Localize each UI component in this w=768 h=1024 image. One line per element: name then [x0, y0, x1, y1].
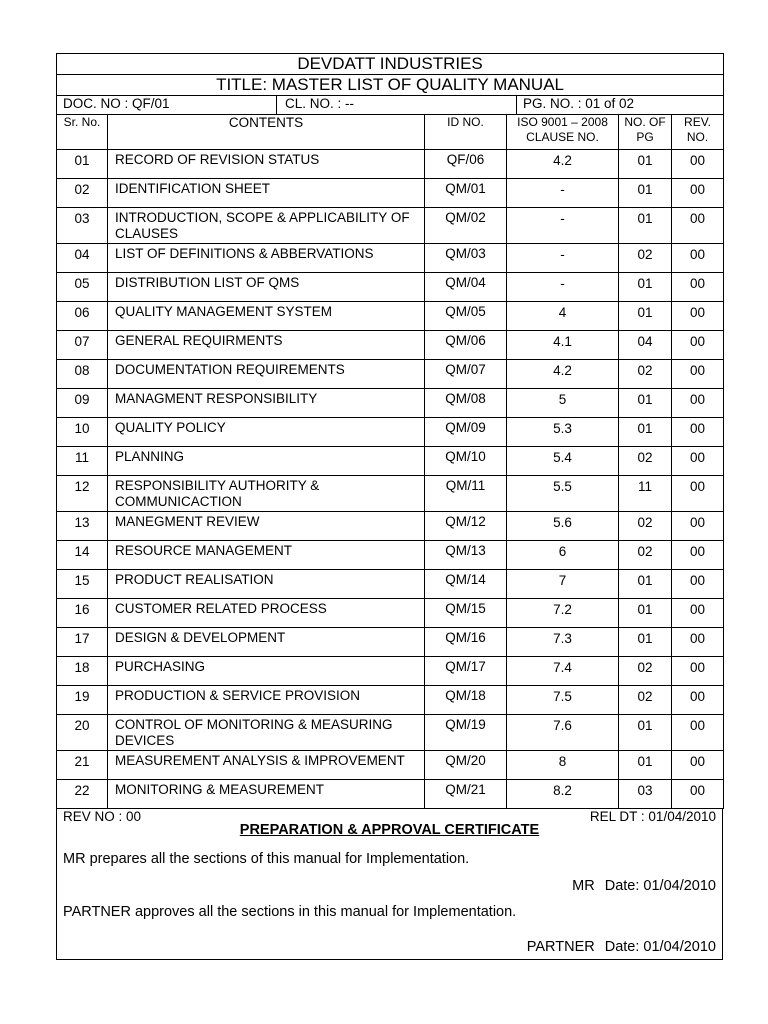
row-clause-number: 5.6: [507, 512, 619, 541]
row-content: CONTROL OF MONITORING & MEASURING DEVICES: [108, 715, 425, 751]
row-id-number: QM/04: [425, 273, 507, 302]
table-row: [57, 751, 724, 780]
row-page-count: 04: [619, 331, 672, 360]
table-row: [57, 273, 724, 302]
row-clause-number: 5.5: [507, 476, 619, 512]
table-body: [57, 150, 724, 809]
row-clause-number: 7.2: [507, 599, 619, 628]
table-row: [57, 541, 724, 570]
row-id-number: QM/21: [425, 780, 507, 809]
header-clause: ISO 9001 – 2008 CLAUSE NO.: [507, 115, 619, 150]
row-rev-number: 00: [672, 686, 724, 715]
row-rev-number: 00: [672, 418, 724, 447]
table-row: [57, 570, 724, 599]
row-page-count: 01: [619, 715, 672, 751]
row-id-number: QM/13: [425, 541, 507, 570]
row-id-number: QF/06: [425, 150, 507, 179]
table-row: [57, 331, 724, 360]
row-page-count: 03: [619, 780, 672, 809]
row-sr-number: 16: [57, 599, 108, 628]
approval-footer: [56, 809, 723, 960]
master-list-table: [56, 53, 724, 96]
row-rev-number: 00: [672, 570, 724, 599]
row-rev-number: 00: [672, 715, 724, 751]
quality-manual-sheet: [56, 53, 723, 960]
row-page-count: 01: [619, 389, 672, 418]
table-row: [57, 715, 724, 751]
row-rev-number: 00: [672, 599, 724, 628]
row-content: PRODUCTION & SERVICE PROVISION: [108, 686, 425, 715]
row-page-count: 02: [619, 657, 672, 686]
row-clause-number: 7: [507, 570, 619, 599]
row-id-number: QM/18: [425, 686, 507, 715]
row-sr-number: 22: [57, 780, 108, 809]
table-row: [57, 360, 724, 389]
row-content: GENERAL REQUIRMENTS: [108, 331, 425, 360]
row-content: RESOURCE MANAGEMENT: [108, 541, 425, 570]
row-content: PLANNING: [108, 447, 425, 476]
row-sr-number: 05: [57, 273, 108, 302]
row-page-count: 01: [619, 208, 672, 244]
row-id-number: QM/07: [425, 360, 507, 389]
row-page-count: 01: [619, 418, 672, 447]
row-rev-number: 00: [672, 476, 724, 512]
table-row: [57, 780, 724, 809]
cl-number: CL. NO. : --: [277, 96, 517, 115]
table-row: [57, 179, 724, 208]
table-row: [57, 208, 724, 244]
row-sr-number: 01: [57, 150, 108, 179]
prepare-role: MR: [572, 878, 595, 894]
row-id-number: QM/17: [425, 657, 507, 686]
row-content: MONITORING & MEASUREMENT: [108, 780, 425, 809]
row-clause-number: 4.2: [507, 150, 619, 179]
row-rev-number: 00: [672, 244, 724, 273]
row-id-number: QM/11: [425, 476, 507, 512]
page-number: PG. NO. : 01 of 02: [517, 96, 724, 115]
approve-date: Date: 01/04/2010: [604, 939, 716, 955]
row-id-number: QM/12: [425, 512, 507, 541]
row-rev-number: 00: [672, 331, 724, 360]
row-sr-number: 09: [57, 389, 108, 418]
approve-signoff: [527, 939, 716, 955]
row-content: INTRODUCTION, SCOPE & APPLICABILITY OF CLAUSES: [108, 208, 425, 244]
approve-role: PARTNER: [526, 939, 595, 955]
approve-statement: PARTNER approves all the sections in this manual for Implementation.: [63, 904, 517, 920]
row-id-number: QM/09: [425, 418, 507, 447]
header-sr: Sr. No.: [57, 115, 108, 150]
table-row: [57, 686, 724, 715]
row-content: MANEGMENT REVIEW: [108, 512, 425, 541]
row-sr-number: 04: [57, 244, 108, 273]
row-content: DISTRIBUTION LIST OF QMS: [108, 273, 425, 302]
row-clause-number: 7.4: [507, 657, 619, 686]
row-sr-number: 14: [57, 541, 108, 570]
row-rev-number: 00: [672, 541, 724, 570]
row-rev-number: 00: [672, 208, 724, 244]
table-row: [57, 599, 724, 628]
row-sr-number: 11: [57, 447, 108, 476]
row-rev-number: 00: [672, 302, 724, 331]
row-page-count: 01: [619, 302, 672, 331]
row-sr-number: 03: [57, 208, 108, 244]
row-content: DOCUMENTATION REQUIREMENTS: [108, 360, 425, 389]
row-page-count: 02: [619, 360, 672, 389]
row-id-number: QM/02: [425, 208, 507, 244]
row-clause-number: 7.6: [507, 715, 619, 751]
prepare-date: Date: 01/04/2010: [604, 878, 716, 894]
prepare-statement: MR prepares all the sections of this manual for Implementation.: [63, 851, 470, 867]
row-rev-number: 00: [672, 512, 724, 541]
table-row: [57, 628, 724, 657]
header-rev: REV. NO.: [672, 115, 724, 150]
table-row: [57, 150, 724, 179]
table-row: [57, 418, 724, 447]
row-rev-number: 00: [672, 389, 724, 418]
row-id-number: QM/08: [425, 389, 507, 418]
company-name: DEVDATT INDUSTRIES: [57, 54, 724, 75]
row-sr-number: 17: [57, 628, 108, 657]
row-rev-number: 00: [672, 150, 724, 179]
row-content: QUALITY POLICY: [108, 418, 425, 447]
row-clause-number: 8.2: [507, 780, 619, 809]
row-sr-number: 12: [57, 476, 108, 512]
row-rev-number: 00: [672, 360, 724, 389]
row-sr-number: 21: [57, 751, 108, 780]
row-page-count: 01: [619, 179, 672, 208]
row-id-number: QM/20: [425, 751, 507, 780]
certificate-title: PREPARATION & APPROVAL CERTIFICATE: [239, 822, 540, 838]
row-page-count: 02: [619, 686, 672, 715]
table-row: [57, 512, 724, 541]
row-page-count: 02: [619, 244, 672, 273]
row-sr-number: 15: [57, 570, 108, 599]
row-id-number: QM/16: [425, 628, 507, 657]
meta-table: [56, 96, 724, 115]
row-content: PRODUCT REALISATION: [108, 570, 425, 599]
header-contents: CONTENTS: [108, 115, 425, 150]
row-content: MANAGMENT RESPONSIBILITY: [108, 389, 425, 418]
row-id-number: QM/05: [425, 302, 507, 331]
row-content: CUSTOMER RELATED PROCESS: [108, 599, 425, 628]
row-rev-number: 00: [672, 628, 724, 657]
row-content: DESIGN & DEVELOPMENT: [108, 628, 425, 657]
row-clause-number: 4.2: [507, 360, 619, 389]
row-id-number: QM/19: [425, 715, 507, 751]
row-clause-number: 7.3: [507, 628, 619, 657]
contents-table: [56, 115, 724, 809]
doc-number: DOC. NO : QF/01: [57, 96, 277, 115]
table-row: [57, 389, 724, 418]
row-clause-number: -: [507, 244, 619, 273]
row-page-count: 02: [619, 447, 672, 476]
row-id-number: QM/14: [425, 570, 507, 599]
row-sr-number: 13: [57, 512, 108, 541]
row-sr-number: 08: [57, 360, 108, 389]
row-page-count: 01: [619, 628, 672, 657]
row-page-count: 02: [619, 512, 672, 541]
row-rev-number: 00: [672, 273, 724, 302]
row-clause-number: 6: [507, 541, 619, 570]
row-content: RESPONSIBILITY AUTHORITY & COMMUNICACTION: [108, 476, 425, 512]
row-id-number: QM/01: [425, 179, 507, 208]
table-row: [57, 447, 724, 476]
row-page-count: 01: [619, 273, 672, 302]
row-page-count: 02: [619, 541, 672, 570]
row-id-number: QM/03: [425, 244, 507, 273]
header-id: ID NO.: [425, 115, 507, 150]
row-clause-number: 5.3: [507, 418, 619, 447]
row-clause-number: 4: [507, 302, 619, 331]
row-sr-number: 19: [57, 686, 108, 715]
row-content: QUALITY MANAGEMENT SYSTEM: [108, 302, 425, 331]
row-rev-number: 00: [672, 447, 724, 476]
row-content: IDENTIFICATION SHEET: [108, 179, 425, 208]
release-date: REL DT : 01/04/2010: [589, 809, 716, 824]
row-id-number: QM/06: [425, 331, 507, 360]
row-sr-number: 18: [57, 657, 108, 686]
row-sr-number: 06: [57, 302, 108, 331]
prepare-signoff: [572, 878, 716, 894]
row-clause-number: 5: [507, 389, 619, 418]
row-id-number: QM/10: [425, 447, 507, 476]
row-clause-number: -: [507, 273, 619, 302]
row-clause-number: 8: [507, 751, 619, 780]
rev-number: REV NO : 00: [63, 809, 142, 824]
row-clause-number: 7.5: [507, 686, 619, 715]
table-row: [57, 244, 724, 273]
row-content: LIST OF DEFINITIONS & ABBERVATIONS: [108, 244, 425, 273]
row-content: RECORD OF REVISION STATUS: [108, 150, 425, 179]
row-page-count: 01: [619, 150, 672, 179]
row-rev-number: 00: [672, 780, 724, 809]
row-rev-number: 00: [672, 179, 724, 208]
row-page-count: 11: [619, 476, 672, 512]
row-sr-number: 02: [57, 179, 108, 208]
table-row: [57, 476, 724, 512]
row-page-count: 01: [619, 599, 672, 628]
row-sr-number: 07: [57, 331, 108, 360]
row-clause-number: -: [507, 208, 619, 244]
row-sr-number: 10: [57, 418, 108, 447]
row-clause-number: 4.1: [507, 331, 619, 360]
row-rev-number: 00: [672, 657, 724, 686]
row-rev-number: 00: [672, 751, 724, 780]
row-page-count: 01: [619, 751, 672, 780]
table-row: [57, 302, 724, 331]
row-clause-number: 5.4: [507, 447, 619, 476]
row-content: PURCHASING: [108, 657, 425, 686]
row-sr-number: 20: [57, 715, 108, 751]
row-id-number: QM/15: [425, 599, 507, 628]
header-pages: NO. OF PG: [619, 115, 672, 150]
document-title: TITLE: MASTER LIST OF QUALITY MANUAL: [57, 75, 724, 96]
row-page-count: 01: [619, 570, 672, 599]
row-content: MEASUREMENT ANALYSIS & IMPROVEMENT: [108, 751, 425, 780]
table-row: [57, 657, 724, 686]
row-clause-number: -: [507, 179, 619, 208]
